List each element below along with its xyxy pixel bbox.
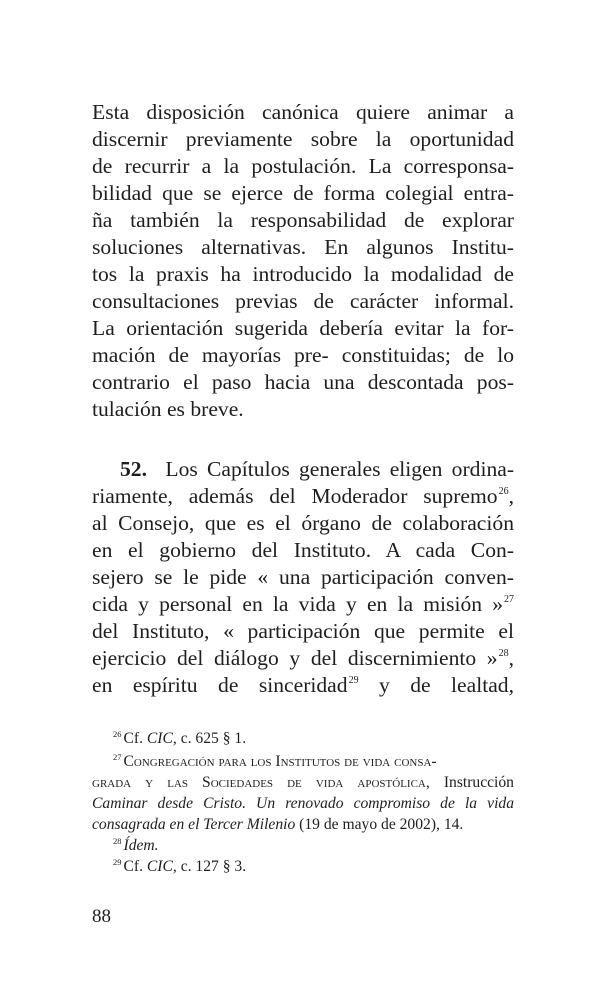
text-line: de recurrir a la postulación. La corresponsa- — [92, 154, 514, 178]
footnote-28 — [113, 835, 514, 856]
page-number: 88 — [92, 906, 111, 927]
text-line — [120, 456, 514, 483]
text-span: ejercicio del diálogo y del discernimiento » — [92, 646, 498, 670]
footnote-ref[interactable]: 29 — [348, 675, 359, 686]
text-line: del Instituto, « participación que permite el — [92, 619, 514, 643]
text-span: riamente, además del Moderador supremo — [92, 484, 498, 508]
text-span: consagrada en el Tercer Milenio — [92, 816, 296, 833]
text-span: c. 127 § 3. — [176, 858, 247, 875]
text-span: CIC, — [146, 730, 177, 747]
footnote-number: 27 — [113, 752, 122, 762]
footnote-26 — [113, 728, 514, 749]
footnote-number: 26 — [113, 729, 122, 739]
footnote-29 — [113, 856, 514, 877]
text-span: cida y personal en la vida y en la misión » — [92, 592, 503, 616]
text-line: contrario el paso hacia una descontada pos- — [92, 370, 514, 394]
text-line: soluciones alternativas. En algunos Institu- — [92, 235, 514, 259]
text-span: Ídem. — [123, 837, 159, 854]
text-span: Congregación para los Institutos de vida consa- — [123, 753, 437, 770]
text-span: (19 de mayo de 2002), 14. — [295, 816, 464, 833]
text-line: La orientación sugerida debería evitar la for- — [92, 316, 514, 340]
text-line — [92, 672, 514, 699]
paragraph-number: 52. — [120, 457, 147, 481]
text-span: y de lealtad, — [379, 673, 515, 697]
text-line: discernir previamente sobre la oportunidad — [92, 127, 514, 151]
text-line: tos la praxis ha introducido la modalidad de — [92, 262, 514, 286]
text-line: sejero se le pide « una participación conven- — [92, 565, 514, 589]
footnote-ref[interactable]: 26 — [498, 486, 509, 497]
footnote-ref[interactable]: 28 — [498, 648, 509, 659]
footnote-number: 29 — [113, 857, 122, 867]
text-span: Caminar desde Cristo. Un renovado compromiso de la vida — [92, 795, 514, 812]
text-line: Esta disposición canónica quiere animar a — [92, 100, 514, 124]
text-span: Cf. — [123, 858, 147, 875]
text-span: , — [508, 646, 514, 670]
text-line: en el gobierno del Instituto. A cada Con- — [92, 538, 514, 562]
text-span: , — [508, 484, 514, 508]
footnote-27 — [113, 751, 514, 772]
text-span: Instrucción — [429, 774, 514, 791]
text-span: en espíritu de sinceridad — [92, 673, 348, 697]
text-line: bilidad que se ejerce de forma colegial entra- — [92, 181, 514, 205]
footnote-27-line — [92, 814, 514, 835]
text-line: consultaciones previas de carácter informal. — [92, 289, 514, 313]
text-line: al Consejo, que es el órgano de colaboración — [92, 511, 514, 535]
text-span: grada y las Sociedades de vida apostólica, — [92, 774, 430, 791]
footnote-ref[interactable]: 27 — [504, 594, 514, 605]
text-span: c. 625 § 1. — [176, 730, 247, 747]
footnote-27-line — [92, 772, 514, 793]
text-span: Cf. — [123, 730, 147, 747]
text-span: CIC, — [146, 858, 177, 875]
text-line: tulación es breve. — [92, 397, 244, 421]
text-span: Los Capítulos generales eligen ordina- — [165, 457, 515, 481]
footnote-number: 28 — [113, 836, 122, 846]
text-line — [92, 591, 514, 618]
text-line — [92, 645, 514, 672]
text-line: mación de mayorías pre- constituidas; de lo — [92, 343, 514, 367]
text-line — [92, 483, 514, 510]
text-line: ña también la responsabilidad de explorar — [92, 208, 514, 232]
footnote-27-line — [92, 793, 514, 814]
